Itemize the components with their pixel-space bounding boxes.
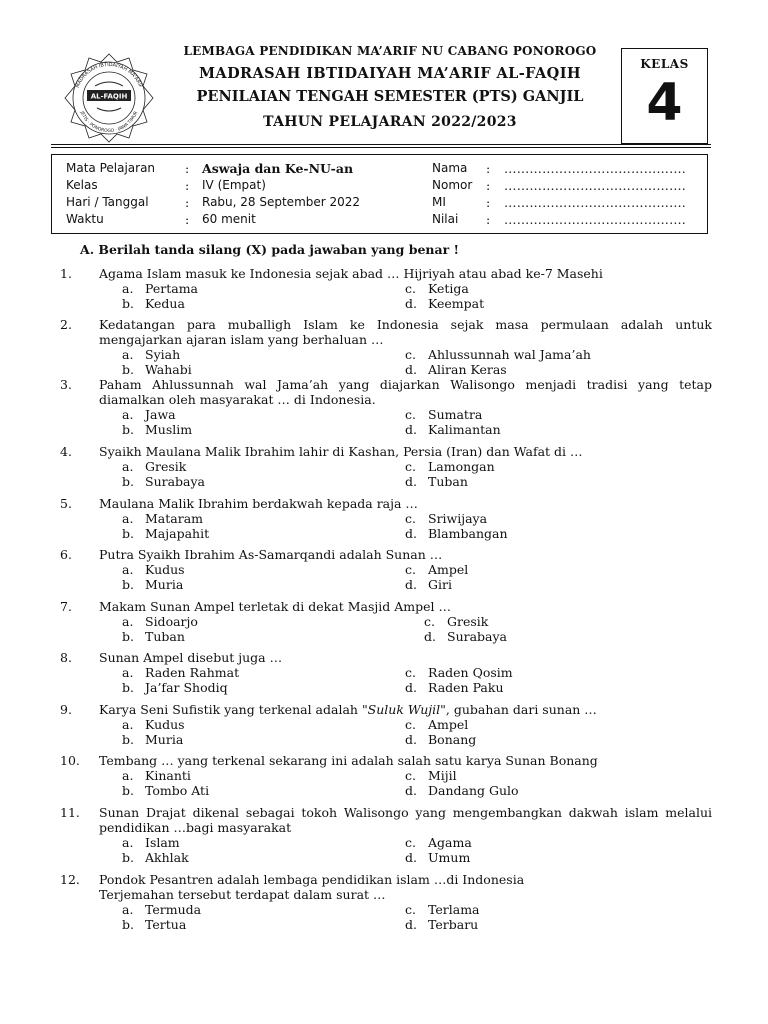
question-number: 2. [60, 317, 72, 332]
foundation-name: LEMBAGA PENDIDIKAN MA’ARIF NU CABANG PONOROGO [183, 44, 597, 58]
mi-label: MI [432, 195, 446, 209]
work-title: "Suluk Wujil" [361, 702, 446, 717]
question-stem: Syaikh Maulana Malik Ibrahim lahir di Kashan, Persia (Iran) dan Wafat di … [99, 444, 583, 459]
question-number: 1. [60, 266, 72, 281]
school-name: MADRASAH IBTIDAIYAH MA’ARIF AL-FAQIH [198, 65, 581, 82]
question-number: 11. [60, 805, 80, 820]
date-value: Rabu, 28 September 2022 [202, 195, 361, 209]
school-seal-icon [63, 52, 155, 144]
student-info-box: Mata Pelajaran : Aswaja dan Ke-NU-an Nama : ……………………………………. Kelas : IV (Empat) Nomor : ……………………………………. Hari / Tanggal : Rabu, 28 September 2022 MI : ……………………………………. Waktu : 60 menit Nilai : ……………………………………. [51, 154, 708, 234]
question-stem: Tembang … yang terkenal sekarang ini adalah salah satu karya Sunan Bonang [99, 753, 598, 768]
class-value: IV (Empat) [202, 178, 266, 192]
time-label: Waktu [66, 212, 104, 226]
header-divider-thin [51, 147, 711, 148]
name-label: Nama [432, 161, 468, 175]
svg-text:MADRASAH IBTIDAIYAH MA'ARIF: MADRASAH IBTIDAIYAH MA'ARIF [74, 61, 144, 89]
question-number: 8. [60, 650, 72, 665]
question-number: 3. [60, 377, 72, 392]
question-stem-line2: Terjemahan tersebut terdapat dalam surat … [99, 887, 386, 902]
question-stem: Agama Islam masuk ke Indonesia sejak abad … Hijriyah atau abad ke-7 Masehi [99, 266, 603, 281]
question-stem: Sunan Ampel disebut juga … [99, 650, 283, 665]
date-label: Hari / Tanggal [66, 195, 149, 209]
score-label: Nilai [432, 212, 459, 226]
number-label: Nomor [432, 178, 473, 192]
header-divider [51, 144, 711, 145]
question-number: 12. [60, 872, 80, 887]
question-number: 6. [60, 547, 72, 562]
grade-label: KELAS [640, 57, 689, 71]
question-stem: Maulana Malik Ibrahim berdakwah kepada raja … [99, 496, 418, 511]
logo-text: AL-FAQIH [90, 92, 128, 101]
academic-year: TAHUN PELAJARAN 2022/2023 [263, 114, 517, 130]
svg-text:JETIS · PONOROGO · JAWA TIMUR: JETIS · PONOROGO · JAWA TIMUR [78, 110, 140, 135]
mi-field[interactable]: ……………………………………. [504, 195, 686, 210]
grade-number: 4 [646, 73, 683, 133]
question-stem: Sunan Drajat dikenal sebagai tokoh Walisongo yang mengembangkan dakwah islam melalui pendidikan …bagi masyarakat [99, 805, 712, 835]
question-number: 4. [60, 444, 72, 459]
score-field[interactable]: ……………………………………. [504, 212, 686, 227]
number-field[interactable]: ……………………………………. [504, 178, 686, 193]
name-field[interactable]: ……………………………………. [504, 161, 686, 176]
question-stem: Pondok Pesantren adalah lembaga pendidikan islam …di Indonesia [99, 872, 525, 887]
time-value: 60 menit [202, 212, 256, 226]
subject-label: Mata Pelajaran [66, 161, 156, 175]
grade-box [621, 48, 708, 144]
subject-value: Aswaja dan Ke-NU-an [202, 161, 354, 176]
question-stem: Putra Syaikh Ibrahim As-Samarqandi adalah Sunan … [99, 547, 443, 562]
question-number: 10. [60, 753, 80, 768]
exam-title: PENILAIAN TENGAH SEMESTER (PTS) GANJIL [196, 88, 584, 105]
question-number: 9. [60, 702, 72, 717]
class-label: Kelas [66, 178, 98, 192]
question-stem: Karya Seni Sufistik yang terkenal adalah "Suluk Wujil", gubahan dari sunan … [99, 702, 597, 717]
question-number: 5. [60, 496, 72, 511]
section-instruction: A. Berilah tanda silang (X) pada jawaban yang benar ! [80, 242, 460, 257]
question-stem: Paham Ahlussunnah wal Jama’ah yang diajarkan Walisongo menjadi tradisi yang tetap diamalkan oleh masyarakat … di Indonesia. [99, 377, 712, 407]
question-number: 7. [60, 599, 72, 614]
question-stem: Kedatangan para muballigh Islam ke Indonesia sejak masa permulaan adalah untuk mengajarkan ajaran islam yang berhaluan … [99, 317, 712, 347]
question-stem: Makam Sunan Ampel terletak di dekat Masjid Ampel … [99, 599, 451, 614]
